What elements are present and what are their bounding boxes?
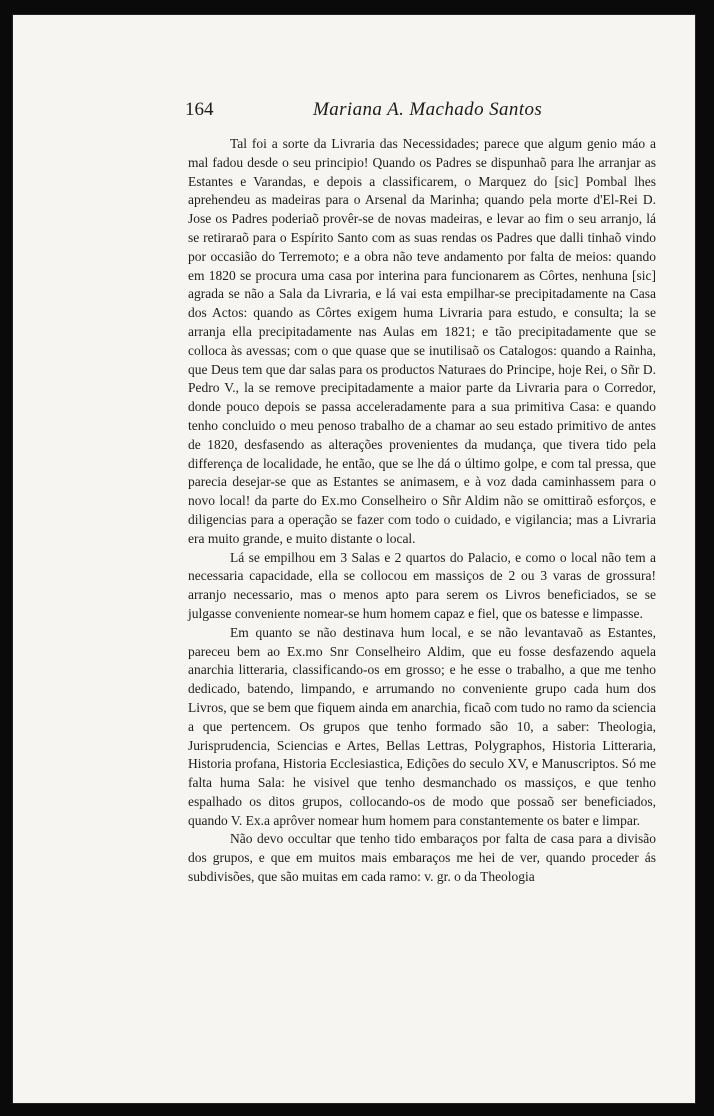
paragraph: Não devo occultar que tenho tido embaraços por falta de casa para a divisão dos grupos, e que em muitos mais embaraços me hei de ver, quando proceder ás subdivisões, que são muitas em cada ramo: v. gr. o da Theologia <box>188 831 656 885</box>
paragraph: Tal foi a sorte da Livraria das Necessidades; parece que algum genio máo a mal fadou desde o seu principio! Quando os Padres se dispunhaõ para lhe arranjar as Estantes e Varandas, e depois a classificarem, o Marquez do [sic] Pombal lhes aprehendeu as madeiras para o Arsenal da Marinha; quando pela morte d'El-Rei D. Jose os Padres poderiaõ provêr-se de novas madeiras, e levar ao fim o seu arranjo, lá se retiraraõ para o Espírito Santo com as suas rendas os Padres que dalli tinhaõ vindo por occasião do Terremoto; e a obra não teve andamento por falta de meios: quando em 1820 se procura uma casa por interina para funcionarem as Côrtes, nenhuna [sic] agrada se não a Sala da Livraria, e lá vai esta empilhar-se precipitadamente na Casa dos Actos: quando as Côrtes exigem huma Livraria para estudo, e consulta; la se arranja ella precipitadamente nas Aulas em 1821; e tão precipitadamente que se colloca às avessas; com o que quase que se inutilisaõ os Catalogos: quando a Rainha, que Deus tem que dar salas para os productos Naturaes do Principe, hoje Rei, o Sñr D. Pedro V., la se remove precipitadamente a maior parte da Livraria para o Corredor, donde pouco depois se passa acceleradamente para a sua primitiva Casa: e quando tenho concluido o meu penoso trabalho de a chamar ao seu estado primitivo de antes de 1820, desfasendo as alterações provenientes da mudança, que tivera tido pela differença de localidade, he então, que se lhe dá o último golpe, e com tal pressa, que parecia desejar-se que as Estantes se animasem, e à voz dada caminhassem para o novo local! da parte do Ex.mo Conselheiro o Sñr Aldim não se omittiraõ esforços, e diligencias para a operação se fazer com todo o cuidado, e vigilancia; mas a Livraria era muito grande, e muito distante o local. <box>188 136 656 546</box>
paragraph: Lá se empilhou em 3 Salas e 2 quartos do Palacio, e como o local não tem a necessaria capacidade, ella se collocou em massiços de 2 ou 3 varas de grossura! arranjo necessario, mas o menos apto para serem os Livros beneficiados, se se julgasse conveniente nomear-se hum homem capaz e fiel, que os batesse e limpasse. <box>188 549 656 621</box>
page-header <box>13 99 697 129</box>
page-number: 164 <box>185 99 214 120</box>
paragraph: Em quanto se não destinava hum local, e se não levantavaõ as Estantes, pareceu bem ao Ex.mo Snr Conselheiro Aldim, que eu fosse desfazendo aquela anarchia litteraria, classificando-os em grosso; e he esse o trabalho, a que me tenho dedicado, batendo, limpando, e arrumando no conveniente grupo cada hum dos Livros, que se bem que fiquem ainda em anarchia, ficaõ com tudo no ramo da sciencia a que pertencem. Os grupos que tenho formado são 10, a saber: Theologia, Jurisprudencia, Sciencias e Artes, Bellas Lettras, Polygraphos, Historia Litteraria, Historia profana, Historia Ecclesiastica, Edições do seculo XV, e Manuscriptos. Só me falta huma Sala: he visivel que tenho desmanchado os massiços, e que tenho espalhado os ditos grupos, collocando-os de modo que possaõ ser beneficiados, quando V. Ex.a aprôver nomear hum homem para constantemente os bater e limpar. <box>188 624 656 828</box>
running-title: Mariana A. Machado Santos <box>313 99 543 120</box>
body-text <box>188 135 656 887</box>
document-page <box>12 14 696 1104</box>
